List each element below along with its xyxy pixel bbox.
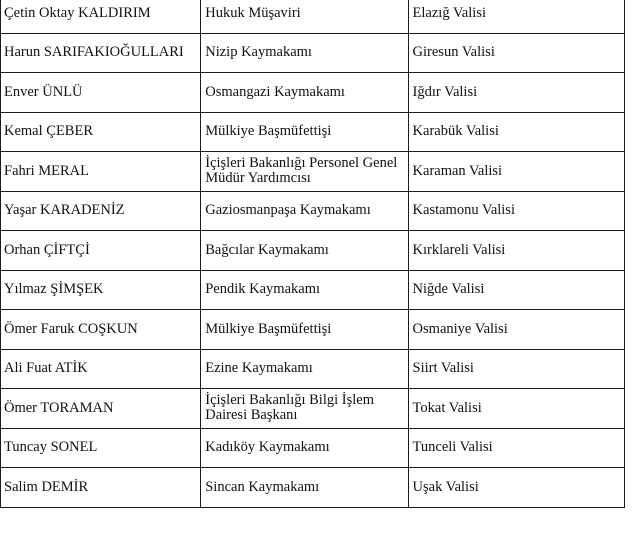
name-cell: Ömer TORAMAN: [1, 389, 201, 429]
new-post-cell: Kırklareli Valisi: [408, 231, 624, 271]
new-post-cell: Karabük Valisi: [408, 112, 624, 152]
current-post-cell: İçişleri Bakanlığı Personel Genel Müdür Yardımcısı: [201, 152, 408, 192]
new-post-cell: Tunceli Valisi: [408, 428, 624, 468]
table-row: [1, 231, 625, 271]
current-post-cell: Mülkiye Başmüfettişi: [201, 310, 408, 350]
table-row: [1, 349, 625, 389]
table-row: [1, 389, 625, 429]
name-cell: Çetin Oktay KALDIRIM: [1, 0, 201, 33]
name-cell: Ömer Faruk COŞKUN: [1, 310, 201, 350]
table-row: [1, 73, 625, 113]
table-row: [1, 33, 625, 73]
current-post-cell: İçişleri Bakanlığı Bilgi İşlem Dairesi Başkanı: [201, 389, 408, 429]
new-post-cell: Niğde Valisi: [408, 270, 624, 310]
current-post-cell: Hukuk Müşaviri: [201, 0, 408, 33]
name-cell: Fahri MERAL: [1, 152, 201, 192]
table-row: [1, 310, 625, 350]
table-row: [1, 152, 625, 192]
name-cell: Yaşar KARADENİZ: [1, 191, 201, 231]
table-row: [1, 428, 625, 468]
new-post-cell: Elazığ Valisi: [408, 0, 624, 33]
name-cell: Orhan ÇİFTÇİ: [1, 231, 201, 271]
name-cell: Ali Fuat ATİK: [1, 349, 201, 389]
new-post-cell: Osmaniye Valisi: [408, 310, 624, 350]
table-row: [1, 0, 625, 33]
table-row: [1, 270, 625, 310]
current-post-cell: Mülkiye Başmüfettişi: [201, 112, 408, 152]
new-post-cell: Kastamonu Valisi: [408, 191, 624, 231]
current-post-cell: Osmangazi Kaymakamı: [201, 73, 408, 113]
new-post-cell: Iğdır Valisi: [408, 73, 624, 113]
appointments-table-body: [1, 0, 625, 507]
name-cell: Kemal ÇEBER: [1, 112, 201, 152]
new-post-cell: Uşak Valisi: [408, 468, 624, 508]
new-post-cell: Giresun Valisi: [408, 33, 624, 73]
table-row: [1, 191, 625, 231]
name-cell: Salim DEMİR: [1, 468, 201, 508]
new-post-cell: Karaman Valisi: [408, 152, 624, 192]
table-row: [1, 112, 625, 152]
current-post-cell: Pendik Kaymakamı: [201, 270, 408, 310]
current-post-cell: Kadıköy Kaymakamı: [201, 428, 408, 468]
name-cell: Tuncay SONEL: [1, 428, 201, 468]
table-row: [1, 468, 625, 508]
new-post-cell: Siirt Valisi: [408, 349, 624, 389]
current-post-cell: Sincan Kaymakamı: [201, 468, 408, 508]
name-cell: Yılmaz ŞİMŞEK: [1, 270, 201, 310]
name-cell: Harun SARIFAKIOĞULLARI: [1, 33, 201, 73]
name-cell: Enver ÜNLÜ: [1, 73, 201, 113]
new-post-cell: Tokat Valisi: [408, 389, 624, 429]
current-post-cell: Gaziosmanpaşa Kaymakamı: [201, 191, 408, 231]
current-post-cell: Ezine Kaymakamı: [201, 349, 408, 389]
current-post-cell: Bağcılar Kaymakamı: [201, 231, 408, 271]
current-post-cell: Nizip Kaymakamı: [201, 33, 408, 73]
